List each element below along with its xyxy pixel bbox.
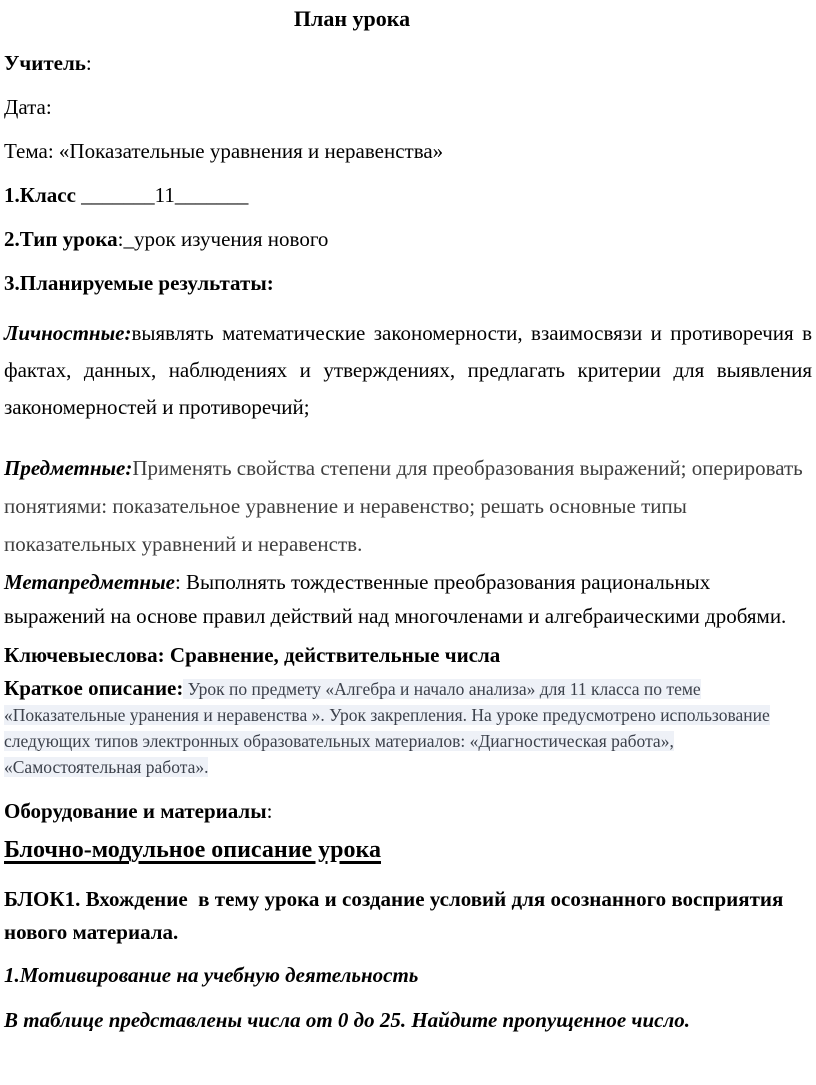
- equipment-colon: :: [266, 799, 273, 823]
- planned-results-heading: 3.Планируемые результаты:: [4, 271, 274, 295]
- meta-results-paragraph: [4, 565, 812, 633]
- brief-description-text: Урок по предмету «Алгебра и начало анализа» для 11 класса по теме «Показательные уранения и неравенства ». Урок закрепления. На уроке предусмотрено использование следующих типов электронных образовательных материалов: «Диагностическая работа», «Самостоятельная работа».: [4, 679, 770, 777]
- personal-results-paragraph: [4, 315, 812, 426]
- personal-results-label: Личностные:: [4, 321, 132, 345]
- lesson-type-line: [4, 227, 812, 251]
- subject-results-paragraph: [4, 449, 812, 563]
- class-line: [4, 183, 812, 207]
- meta-results-label: Метапредметные: [4, 570, 175, 594]
- block-description-heading: Блочно-модульное описание урока: [4, 837, 381, 863]
- date-line: Дата:: [4, 95, 52, 119]
- teacher-colon: :: [85, 51, 92, 75]
- topic-line: Тема: «Показательные уравнения и неравенства»: [4, 139, 444, 163]
- brief-description-label: Краткое описание:: [4, 676, 184, 700]
- brief-description-paragraph: [4, 675, 812, 780]
- motivation-heading: 1.Мотивирование на учебную деятельность: [4, 963, 419, 987]
- lesson-type-value: :_урок изучения нового: [117, 227, 329, 251]
- keywords-line: Ключевыеслова: Сравнение, действительные числа: [4, 643, 501, 667]
- task-text: В таблице представлены числа от 0 до 25. Найдите пропущенное число.: [4, 1008, 690, 1032]
- subject-results-label: Предметные:: [4, 456, 133, 480]
- personal-results-text: выявлять математические закономерности, взаимосвязи и противоречия в фактах, данных, наблюдениях и утверждениях, предлагать критерии для выявления закономерностей и противоречий;: [4, 321, 812, 419]
- equipment-line: [4, 799, 812, 824]
- meta-results-text: : Выполнять тождественные преобразования рациональных выражений на основе правил действий над многочленами и алгебраическими дробями.: [4, 570, 787, 628]
- equipment-label: Оборудование и материалы: [4, 799, 267, 823]
- subject-results-text: Применять свойства степени для преобразования выражений; оперировать понятиями: показательное уравнение и неравенство; решать основные типы показательных уравнений и неравенств.: [4, 456, 803, 556]
- lesson-type-label: 2.Тип урока: [4, 227, 118, 251]
- teacher-label: Учитель: [4, 51, 86, 75]
- page-title: План урока: [293, 6, 411, 31]
- class-label: 1.Класс: [4, 183, 76, 207]
- class-value: _______11_______: [75, 183, 249, 207]
- block1-heading: БЛОК1. Вхождение в тему урока и создание условий для осознанного восприятия нового материала.: [4, 887, 789, 944]
- teacher-line: [4, 51, 812, 75]
